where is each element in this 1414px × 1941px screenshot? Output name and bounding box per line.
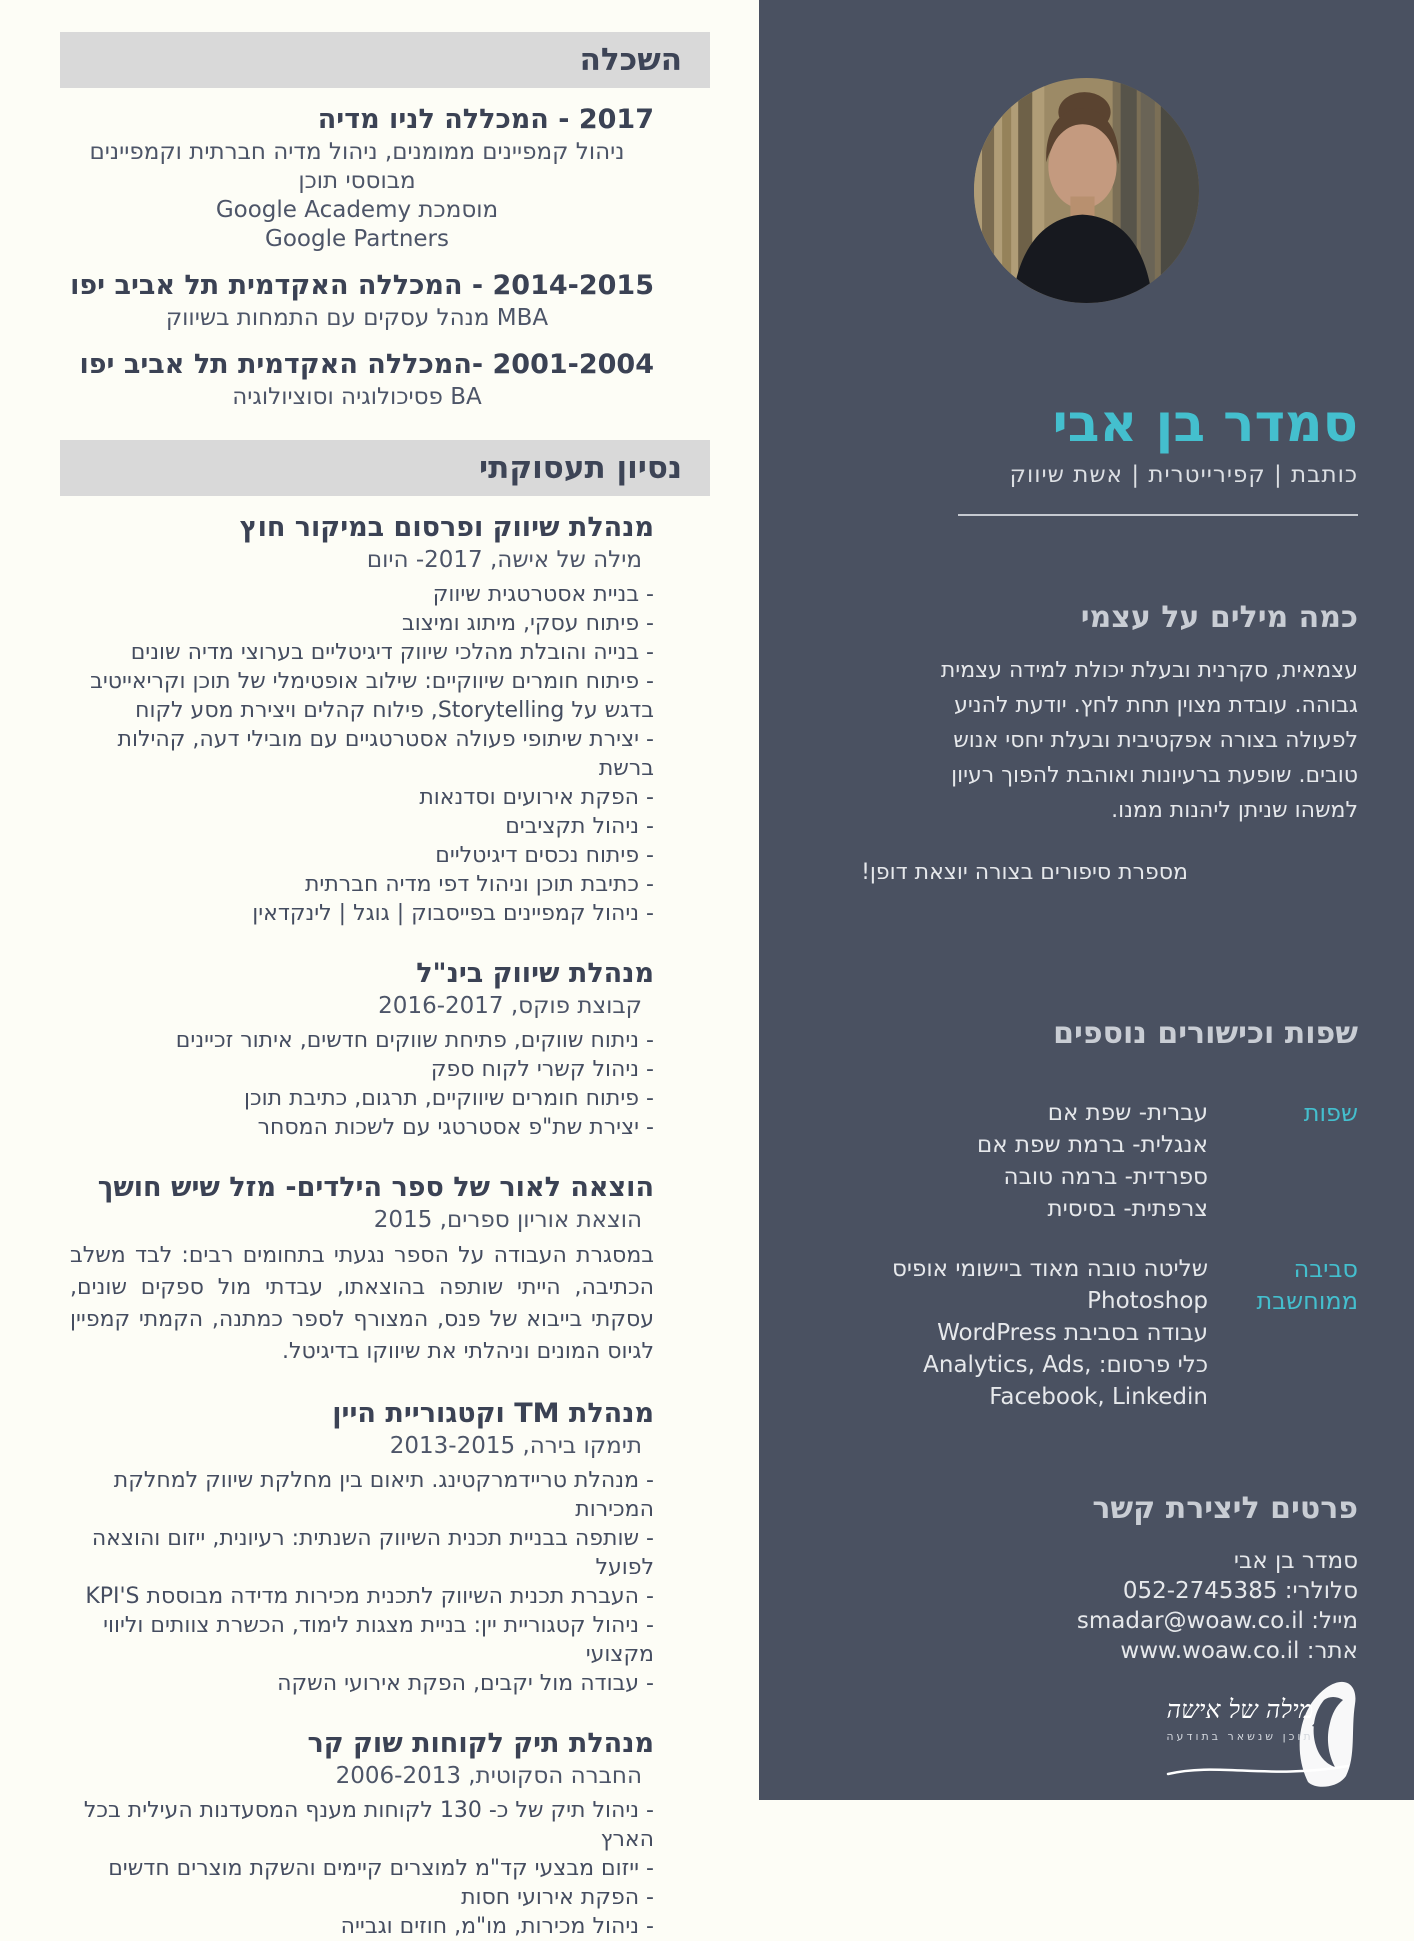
job-subtitle: הוצאת אוריון ספרים, 2015 bbox=[373, 1207, 642, 1233]
job-bullet: - פיתוח עסקי, מיתוג ומיצוב bbox=[60, 609, 654, 638]
job-bullet: - הפקת אירועים וסדנאות bbox=[60, 783, 654, 812]
education-entry-title: 2001-2004 -המכללה האקדמית תל אביב יפו bbox=[79, 349, 654, 380]
job-bullet: - ניהול קמפיינים בפייסבוק | גוגל | לינקדאין bbox=[60, 899, 654, 928]
experience-section-header bbox=[60, 440, 710, 496]
job-bullet: - פיתוח חומרים שיווקיים, תרגום, כתיבת תוכן bbox=[60, 1084, 654, 1113]
job-bullet: - ניהול תקציבים bbox=[60, 812, 654, 841]
profile-photo-illustration bbox=[974, 78, 1199, 303]
job-subtitle: קבוצת פוקס, 2016-2017 bbox=[378, 993, 642, 1019]
job-title: מנהלת שיווק בינ"ל bbox=[416, 958, 654, 989]
sidebar bbox=[759, 0, 1414, 1800]
languages-list bbox=[815, 1097, 1208, 1225]
job-entry bbox=[60, 1726, 710, 1941]
languages-row bbox=[815, 1097, 1358, 1225]
job-bullet: - העברת תכנית השיווק לתכנית מכירות מדידה מבוססת KPI'S bbox=[60, 1582, 654, 1611]
job-subtitle: מילה של אישה, 2017- היום bbox=[366, 547, 642, 573]
profile-photo bbox=[974, 78, 1199, 303]
job-bullet: - בניית אסטרטגית שיווק bbox=[60, 580, 654, 609]
job-bullet: - יצירת שיתופי פעולה אסטרטגיים עם מובילי דעה, קהילות ברשת bbox=[60, 725, 654, 783]
job-title: מנהלת תיק לקוחות שוק קר bbox=[307, 1728, 654, 1759]
education-entry-title: 2014-2015 - המכללה האקדמית תל אביב יפו bbox=[70, 270, 654, 301]
computer-skill-item: שליטה טובה מאוד ביישומי אופיס bbox=[891, 1256, 1208, 1282]
divider-line bbox=[958, 514, 1358, 516]
language-item: צרפתית- בסיסית bbox=[1047, 1196, 1208, 1222]
contact-email[interactable]: מייל: smadar@woaw.co.il bbox=[1076, 1608, 1358, 1634]
about-heading: כמה מילים על עצמי bbox=[1080, 600, 1358, 635]
language-item: ספרדית- ברמה טובה bbox=[1003, 1164, 1208, 1190]
education-entry bbox=[60, 102, 710, 254]
education-section bbox=[60, 102, 710, 412]
skills-heading: שפות וכישורים נוספים bbox=[1053, 1016, 1358, 1051]
job-bullet: - כתיבת תוכן וניהול דפי מדיה חברתית bbox=[60, 870, 654, 899]
job-bullet: - ניהול קטגוריית יין: בניית מצגות לימוד, הכשרת צוותים וליווי מקצועי bbox=[60, 1611, 654, 1669]
job-bullets bbox=[60, 1026, 710, 1142]
education-entry bbox=[60, 268, 710, 333]
experience-section bbox=[60, 440, 710, 1941]
education-detail-line: BA פסיכולוגיה וסוציולוגיה bbox=[232, 384, 482, 410]
contact-website[interactable]: אתר: www.woaw.co.il bbox=[1120, 1638, 1358, 1664]
education-detail-line: MBA מנהל עסקים עם התמחות בשיווק bbox=[165, 305, 549, 331]
education-detail-line: מוסמכת Google Academy bbox=[215, 197, 499, 223]
about-highlight: מספרת סיפורים בצורה יוצאת דופן! bbox=[861, 860, 1188, 885]
computer-skill-item: Photoshop bbox=[1087, 1288, 1208, 1314]
job-subtitle: תימקו בירה, 2013-2015 bbox=[389, 1433, 642, 1459]
job-bullet: - פיתוח נכסים דיגיטליים bbox=[60, 841, 654, 870]
education-entry-details bbox=[60, 304, 710, 333]
job-bullet: - פיתוח חומרים שיווקיים: שילוב אופטימלי של תוכן וקריאייטיב בדגש על Storytelling, פילוח קהלים ויצירת מסע לקוח bbox=[60, 667, 654, 725]
person-tagline: כותבת | קפירייטרית | אשת שיווק bbox=[1009, 462, 1358, 488]
education-entry-details bbox=[60, 138, 710, 254]
education-entry-title: 2017 - המכללה לניו מדיה bbox=[317, 104, 654, 135]
job-bullets bbox=[60, 1466, 710, 1698]
contact-details bbox=[815, 1546, 1358, 1666]
job-title: מנהלת TM וקטגוריית היין bbox=[332, 1398, 654, 1429]
job-bullet: - בנייה והובלת מהלכי שיווק דיגיטליים בערוצי מדיה שונים bbox=[60, 638, 654, 667]
education-detail-line: Google Partners bbox=[265, 226, 449, 252]
job-bullet: - ניהול תיק של כ- 130 לקוחות מענף המסעדנות העילית בכל הארץ bbox=[60, 1796, 654, 1854]
computer-skill-item: עבודה בסביבת WordPress bbox=[937, 1320, 1208, 1346]
language-item: אנגלית- ברמת שפת אם bbox=[976, 1132, 1208, 1158]
job-entry bbox=[60, 1396, 710, 1698]
computer-skill-item: כלי פרסום: Analytics, Ads, Facebook, Linkedin bbox=[923, 1352, 1208, 1410]
education-heading: השכלה bbox=[579, 42, 682, 78]
job-description: במסגרת העבודה על הספר נגעתי בתחומים רבים: לבד משלב הכתיבה, הייתי שותפה בהוצאתו, עבדתי מול ספקים שונים, עסקתי בייבוא של פנס, המצורף לספר כמתנה, הקמתי קמפיין לגיוס המונים וניהלתי את שיווקו בדיגיטל. bbox=[70, 1243, 654, 1364]
job-bullet: - ניתוח שווקים, פתיחת שווקים חדשים, איתור זכיינים bbox=[60, 1026, 654, 1055]
about-paragraph: עצמאית, סקרנית ובעלת יכולת למידה עצמית גבוהה. עובדת מצוין תחת לחץ. יודעת להניע לפעולה בצורה אפקטיבית ובעלת יחסי אנוש טובים. שופעת ברעיונות ואוהבת להפוך רעיון למשהו שניתן ליהנות ממנו. bbox=[940, 658, 1358, 823]
person-name: סמדר בן אבי bbox=[1052, 394, 1358, 454]
job-bullet: - מנהלת טריידמרקטינג. תיאום בין מחלקת שיווק למחלקת המכירות bbox=[60, 1466, 654, 1524]
computer-skills-list bbox=[815, 1253, 1208, 1413]
job-bullet: - שותפה בבניית תכנית השיווק השנתית: רעיונית, ייזום והוצאה לפועל bbox=[60, 1524, 654, 1582]
languages-label: שפות bbox=[1303, 1099, 1358, 1127]
company-logo bbox=[815, 1678, 1358, 1788]
contact-heading: פרטים ליצירת קשר bbox=[1092, 1491, 1358, 1526]
job-bullet: - עבודה מול יקבים, הפקת אירועי השקה bbox=[60, 1669, 654, 1698]
job-entry bbox=[60, 510, 710, 928]
language-item: עברית- שפת אם bbox=[1047, 1100, 1208, 1126]
computer-skills-label: סביבה ממוחשבת bbox=[1256, 1255, 1358, 1315]
job-title: הוצאה לאור של ספר הילדים- מזל שיש חושך bbox=[97, 1172, 654, 1203]
job-bullets bbox=[60, 580, 710, 928]
job-bullet: - ניהול קשרי לקוח ספק bbox=[60, 1055, 654, 1084]
logo-subtitle: תוכן שנשאר בתודעה bbox=[1166, 1730, 1314, 1743]
job-bullets bbox=[60, 1796, 710, 1941]
job-bullet: - יצירת שת"פ אסטרטגי עם לשכות המסחר bbox=[60, 1113, 654, 1142]
job-bullet: - הפקת אירועי חסות bbox=[60, 1883, 654, 1912]
job-entry bbox=[60, 956, 710, 1142]
education-detail-line: ניהול קמפיינים ממומנים, ניהול מדיה חברתית וקמפיינים מבוססי תוכן bbox=[89, 139, 625, 194]
job-bullet: - ייזום מבצעי קד"מ למוצרים קיימים והשקת מוצרים חדשים bbox=[60, 1854, 654, 1883]
experience-heading: נסיון תעסוקתי bbox=[479, 450, 682, 486]
education-entry bbox=[60, 347, 710, 412]
job-title: מנהלת שיווק ופרסום במיקור חוץ bbox=[239, 512, 654, 543]
education-entry-details bbox=[60, 383, 710, 412]
logo-title: מילה של אישה bbox=[1166, 1695, 1314, 1724]
computer-skills-row bbox=[815, 1253, 1358, 1413]
job-subtitle: החברה הסקוטית, 2006-2013 bbox=[335, 1763, 642, 1789]
job-entry bbox=[60, 1170, 710, 1368]
job-bullet: - ניהול מכירות, מו"מ, חוזים וגבייה bbox=[60, 1912, 654, 1941]
contact-name: סמדר בן אבי bbox=[1233, 1548, 1358, 1574]
education-section-header bbox=[60, 32, 710, 88]
contact-phone: סלולרי: 052-2745385 bbox=[1122, 1578, 1358, 1604]
